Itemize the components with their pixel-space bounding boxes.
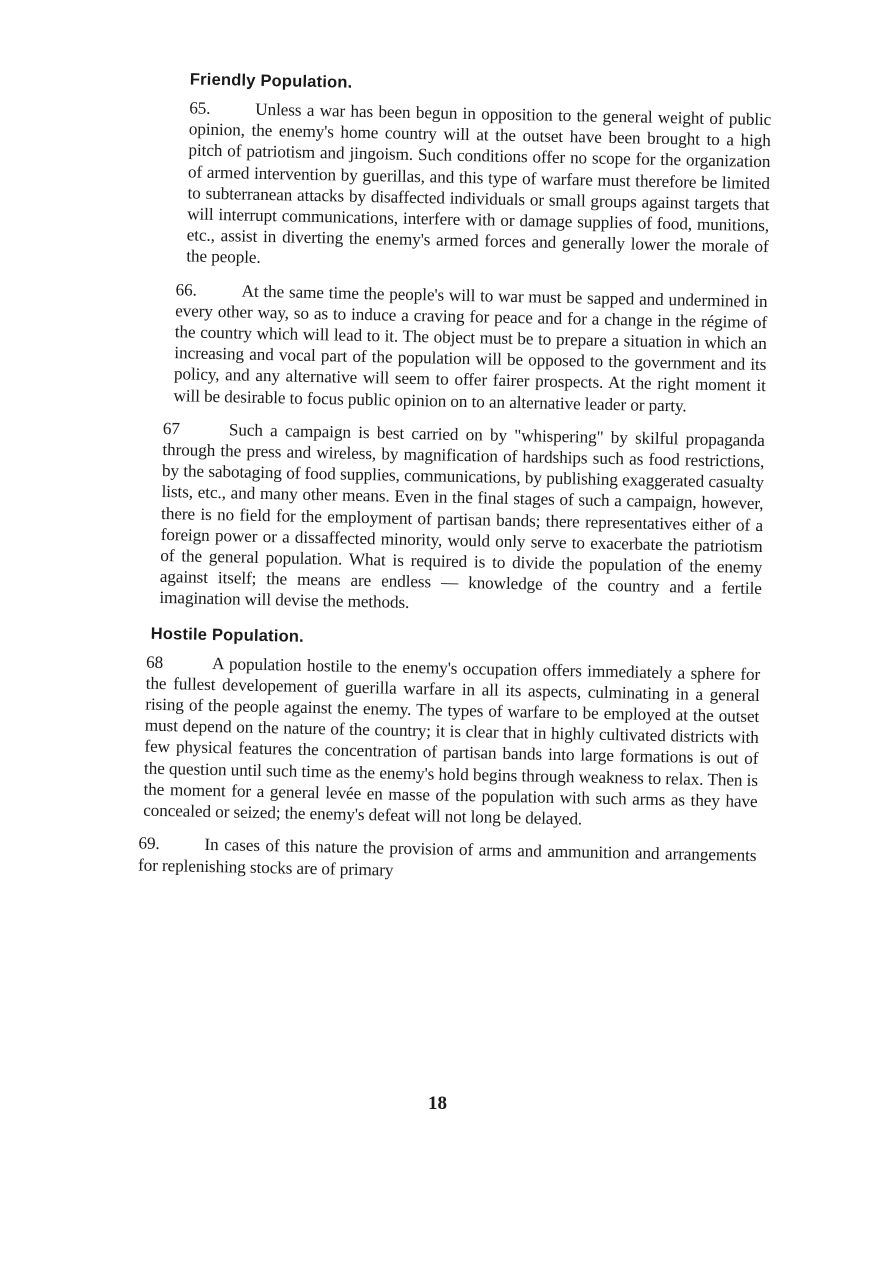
paragraph-number: 67 [162, 418, 181, 439]
text-column [137, 70, 772, 900]
paragraph-number: 68 [145, 652, 164, 672]
paragraph-number: 69. [138, 833, 160, 854]
paragraph-text: A population hostile to the enemy's occupation offers immediately a sphere for the fullest developement of guerilla warfare in all its aspects, culminating in a general rising of the people against the enemy. The types of warfare to be employed at the outset must depend on the nature of the country; it is clear that in highly cultivated districts with few physical features the concentration of partisan bands into large formations is out of the question until such time as the enemy's hold begins through weakness to relax. Then is the moment for a general levée en masse of the population with such arms as they have concealed or seized; the enemy's defeat will not long be delayed. [143, 653, 761, 829]
paragraph-text: Unless a war has been begun in opposition to the general weight of public opinion, the enemy's home country will at the outset have been brought to a high pitch of patriotism and jingoism. Such conditions offer no scope for the organization of armed intervention by guerillas, and this type of warfare must therefore be limited to subterranean attacks by disaffected individuals or small groups against targets that will interrupt communications, interfere with or damage supplies of food, munitions, etc., assist in diverting the enemy's armed forces and generally lower the morale of the people. [186, 99, 772, 268]
paragraph-68 [143, 651, 760, 833]
paragraph-65 [186, 97, 771, 278]
section-heading-hostile: Hostile Population. [150, 624, 305, 646]
paragraph-text: In cases of this nature the provision of arms and ammunition and arrangements for replenishing stocks are of primary [137, 835, 757, 880]
paragraph-text: Such a campaign is best carried on by "whispering" by skilful propaganda through the press and wireless, by magnification of hardships such as food restrictions, by the sabotaging of food supplies, communications, by publishing exaggerated casualty lists, etc., and many other means. Even in the final stages of such a campaign, however, there is no field for the employment of partisan bands; there representatives either of a foreign power or a dissaffected minority, would only serve to exacerbate the patriotism of the general population. What is required is to divide the population of the enemy against itself; the means are endless — knowledge of the country and a fertile imagination will devise the methods. [159, 420, 765, 613]
paragraph-66 [173, 279, 767, 418]
section-heading-friendly: Friendly Population. [189, 70, 353, 92]
paragraph-number: 66. [175, 279, 198, 300]
page-number: 18 [428, 1093, 447, 1114]
paragraph-text: At the same time the people's will to war must be sapped and undermined in every other way, so as to induce a craving for peace and for a change in the régime of the country which will lead to it. The object must be to prepare a situation in which an increasing and vocal part of the population will be opposed to the government and its policy, and any alternative will seem to offer fairer prospects. At the right moment it will be desirable to focus public opinion on to an alternative leader or party. [173, 281, 768, 416]
paragraph-69 [138, 833, 757, 888]
paragraph-number: 65. [189, 98, 211, 118]
paragraph-67 [159, 418, 765, 621]
